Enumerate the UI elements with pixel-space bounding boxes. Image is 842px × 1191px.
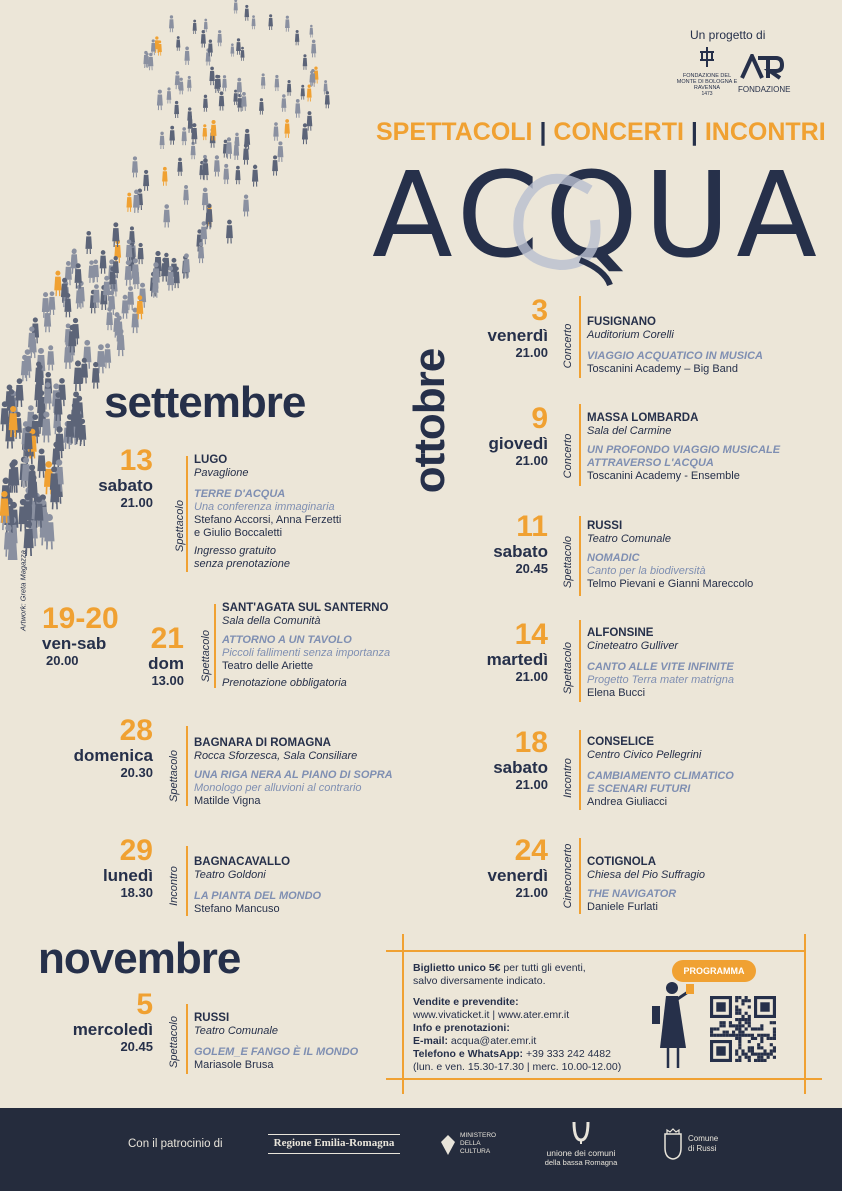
crowd-figure — [217, 30, 222, 46]
crowd-figure — [209, 67, 214, 86]
event-day: 24 — [514, 834, 548, 867]
crowd-figure — [295, 99, 300, 118]
event-subtitle: Una conferenza immaginaria — [194, 501, 335, 513]
event-show: TERRE D'ACQUA — [194, 488, 286, 500]
event-venue: Auditorium Corelli — [587, 329, 674, 341]
event-city: BAGNACAVALLO — [194, 856, 291, 868]
event-type: Cineconcerto — [562, 843, 574, 909]
crowd-figure — [202, 124, 207, 140]
unione-emblem-icon — [570, 1120, 592, 1144]
event-details — [587, 736, 817, 809]
crowd-figure — [85, 231, 92, 254]
event-show: GOLEM_E FANGO È IL MONDO — [194, 1046, 359, 1058]
ministero-emblem-icon — [440, 1134, 456, 1156]
event-people: Elena Bucci — [587, 687, 646, 699]
ater-label: FONDAZIONE — [738, 85, 791, 94]
crowd-figure — [285, 16, 290, 32]
crowd-figure — [237, 78, 242, 97]
crowd-figure — [157, 90, 163, 110]
event-time: 20.30 — [120, 765, 153, 780]
event-divider — [579, 296, 581, 378]
event-note: Ingresso gratuito — [194, 545, 276, 557]
crowd-figure — [309, 25, 313, 38]
project-label: Un progetto di — [690, 28, 766, 42]
event-type: Incontro — [168, 866, 180, 906]
crowd-figure — [106, 307, 113, 330]
crowd-figure — [132, 156, 138, 177]
crowd-figure — [226, 220, 233, 244]
event-show: CAMBIAMENTO CLIMATICO — [587, 770, 734, 782]
crowd-figure — [287, 80, 292, 96]
event-date-block — [80, 446, 153, 511]
event-venue: Teatro Goldoni — [194, 869, 266, 881]
comune-russi-logo — [662, 1128, 742, 1168]
main-title: ACQUA — [372, 146, 824, 284]
event-show: UNA RIGA NERA AL PIANO DI SOPRA — [194, 769, 393, 781]
crowd-figure — [138, 243, 144, 264]
qr-code[interactable] — [710, 996, 776, 1062]
ticket-price: Biglietto unico 5€ — [413, 962, 501, 974]
crowd-figure — [272, 155, 278, 175]
crowd-figure — [303, 54, 307, 70]
crowd-figure — [201, 30, 206, 48]
crowd-figure — [160, 132, 165, 149]
event-people: Matilde Vigna — [194, 795, 261, 807]
footer — [0, 1108, 842, 1191]
event-show: VIAGGIO ACQUATICO IN MUSICA — [587, 350, 763, 362]
event-type: Incontro — [562, 758, 574, 798]
ticket-line-1: per tutti gli eventi, — [500, 962, 586, 974]
event-weekday: giovedì — [488, 434, 548, 453]
event-people: Stefano Mancuso — [194, 903, 280, 915]
crowd-figure — [177, 158, 182, 176]
event-details — [194, 737, 424, 808]
event-city: FUSIGNANO — [587, 316, 656, 328]
event-show: LA PIANTA DEL MONDO — [194, 890, 322, 902]
event-details — [194, 454, 374, 571]
event-weekday: lunedì — [102, 866, 153, 885]
crowd-figure — [275, 75, 280, 91]
info-frame-top — [386, 950, 806, 952]
crowd-figure — [169, 15, 174, 32]
event-weekday: venerdì — [487, 866, 548, 885]
person-reading-icon — [648, 978, 698, 1070]
event-show: ATTORNO A UN TAVOLO — [222, 634, 352, 646]
event-type: Concerto — [562, 323, 574, 369]
event-details — [587, 520, 817, 591]
crowd-figure — [268, 14, 273, 30]
event-date-block — [126, 624, 184, 689]
event-weekday: mercoledì — [72, 1020, 153, 1039]
fondazione-monte-logo — [676, 46, 738, 97]
event-type: Spettacolo — [168, 1016, 180, 1068]
ministero-line-2: DELLA — [460, 1140, 481, 1147]
crowd-figure — [219, 91, 225, 110]
event-date-block — [466, 512, 548, 577]
month-novembre: novembre — [38, 934, 241, 983]
crowd-figure — [273, 122, 278, 141]
crowd-figure — [223, 164, 229, 184]
event-show: UN PROFONDO VIAGGIO MUSICALE — [587, 444, 781, 456]
crowd-figure — [295, 30, 299, 45]
crowd-figure — [259, 98, 264, 114]
event-day: 18 — [514, 726, 548, 759]
event-people: Mariasole Brusa — [194, 1059, 274, 1071]
email-address[interactable]: acqua@ater.emr.it — [448, 1035, 537, 1047]
event-day: 13 — [119, 444, 153, 477]
event-type: Spettacolo — [562, 536, 574, 588]
event-time: 18.30 — [120, 885, 153, 900]
crowd-figure — [187, 76, 191, 92]
event-details — [587, 627, 817, 700]
event-divider — [579, 620, 581, 702]
event-day: 9 — [531, 402, 548, 435]
event-weekday: sabato — [493, 758, 548, 777]
event-divider — [186, 456, 188, 572]
month-ottobre: ottobre — [405, 348, 454, 494]
event-people: Teatro delle Ariette — [222, 660, 314, 672]
event-type: Concerto — [562, 433, 574, 479]
event-divider — [186, 846, 188, 916]
crowd-figure — [122, 295, 129, 319]
crowd-figure — [151, 39, 156, 55]
event-weekday: sabato — [98, 476, 153, 495]
event-day-a: 19-20 — [42, 602, 119, 635]
event-city: BAGNARA DI ROMAGNA — [194, 737, 331, 749]
subtitle-concerti: CONCERTI — [553, 118, 684, 146]
crowd-figure — [281, 94, 286, 112]
fondazione-monte-text: FONDAZIONE DEL MONTE DI BOLOGNA E RAVENNA — [676, 73, 738, 91]
crowd-figure — [230, 43, 234, 56]
crowd-figure — [127, 286, 134, 310]
crowd-figure — [203, 95, 208, 112]
title-swirl-decoration — [480, 160, 620, 290]
crowd-figure — [277, 141, 283, 162]
event-city: ALFONSINE — [587, 627, 654, 639]
event-people: Toscanini Academy – Big Band — [587, 363, 739, 375]
regione-logo — [268, 1134, 400, 1154]
month-settembre: settembre — [104, 378, 306, 427]
event-time: 21.00 — [515, 777, 548, 792]
event-day: 28 — [119, 714, 153, 747]
event-day: 14 — [514, 618, 548, 651]
event-date-block — [50, 716, 153, 781]
event-divider — [579, 404, 581, 486]
event-divider — [579, 838, 581, 914]
subtitle-incontri: INCONTRI — [704, 118, 826, 146]
monte-emblem-icon — [697, 46, 717, 68]
event-date-block — [80, 836, 153, 901]
crowd-figure — [183, 185, 189, 205]
crowd-figure — [143, 170, 149, 191]
subtitle: SPETTACOLI | CONCERTI | INCONTRI — [376, 118, 826, 146]
crowd-figure — [284, 119, 289, 138]
ticket-line-2: salvo diversamente indicato. — [413, 975, 546, 987]
event-subtitle: Piccoli fallimenti senza importanza — [222, 647, 391, 659]
event-venue: Teatro Comunale — [194, 1025, 278, 1037]
ater-logo — [738, 54, 791, 94]
event-venue: Teatro Comunale — [587, 533, 671, 545]
event-time-a: 20.00 — [46, 653, 79, 668]
event-date-block — [466, 404, 548, 469]
event-time: 21.00 — [515, 453, 548, 468]
event-city: RUSSI — [587, 520, 623, 532]
regione-label: Regione Emilia-Romagna — [273, 1137, 395, 1149]
event-date-block — [466, 296, 548, 361]
crowd-figure — [184, 47, 189, 65]
event-weekday: venerdì — [487, 326, 548, 345]
email-label: E-mail: — [413, 1035, 449, 1047]
event-city: CONSELICE — [587, 736, 655, 748]
event-people: Stefano Accorsi, Anna Ferzetti — [194, 514, 342, 526]
event-note: Prenotazione obbligatoria — [222, 677, 347, 689]
crowd-figure — [47, 345, 54, 370]
event-show: THE NAVIGATOR — [587, 888, 677, 900]
event-day: 5 — [136, 988, 153, 1021]
event-show: NOMADIC — [587, 552, 640, 564]
event-show-line-2: E SCENARI FUTURI — [587, 783, 691, 795]
crowd-figure — [176, 36, 180, 51]
info-frame-left — [402, 934, 404, 1094]
crowd-figure — [325, 91, 330, 108]
qr-code-icon — [710, 996, 776, 1062]
crowd-figure — [311, 40, 316, 58]
event-people-2: e Giulio Boccaletti — [194, 527, 283, 539]
event-city: COTIGNOLA — [587, 856, 656, 868]
event-date-block — [466, 836, 548, 901]
event-weekday: sabato — [493, 542, 548, 561]
event-subtitle: Canto per la biodiversità — [587, 565, 706, 577]
event-divider — [214, 604, 216, 688]
crowd-figure — [302, 123, 308, 144]
event-venue: Sala della Comunità — [222, 615, 321, 627]
event-show-line-2: ATTRAVERSO L'ACQUA — [587, 457, 714, 469]
event-people: Toscanini Academy - Ensemble — [587, 470, 740, 482]
patrocinio-label: Con il patrocinio di — [128, 1138, 223, 1150]
event-time: 21.00 — [120, 495, 153, 510]
crowd-figure — [174, 101, 179, 118]
crowd-figure — [191, 142, 196, 159]
event-day: 11 — [516, 510, 548, 543]
crowd-figure — [252, 165, 258, 187]
event-time: 21.00 — [515, 885, 548, 900]
crowd-figure — [240, 47, 244, 61]
event-day: 29 — [119, 834, 153, 867]
crowd-figure — [234, 0, 238, 14]
crowd-figure — [54, 271, 61, 296]
event-weekday: domenica — [73, 746, 153, 765]
event-city: MASSA LOMBARDA — [587, 412, 699, 424]
ministero-logo — [440, 1132, 510, 1162]
event-divider — [186, 1004, 188, 1074]
info-frame-right — [804, 934, 806, 1094]
event-subtitle: Progetto Terra mater matrigna — [587, 674, 734, 686]
event-type: Spettacolo — [168, 750, 180, 802]
event-details — [587, 316, 817, 376]
crowd-figure — [148, 53, 153, 71]
event-day: 3 — [531, 294, 548, 327]
comune-line-1: Comune — [688, 1134, 719, 1143]
event-details — [222, 602, 422, 690]
crowd-figure — [163, 204, 170, 227]
crowd-figure — [167, 87, 172, 103]
sales-websites[interactable]: www.vivaticket.it | www.ater.emr.it — [413, 1009, 570, 1021]
event-venue: Centro Civico Pellegrini — [587, 749, 702, 761]
crowd-figure — [243, 195, 249, 217]
artwork-credit: Artwork: Greta Magazza — [18, 550, 28, 631]
crowd-figure — [235, 166, 240, 184]
event-divider — [186, 726, 188, 806]
crowd-figure — [49, 291, 56, 315]
unione-line-1: unione dei comuni — [546, 1148, 616, 1158]
crowd-figure — [104, 343, 111, 368]
event-type: Spettacolo — [562, 642, 574, 694]
phone-number[interactable]: +39 333 242 4482 — [523, 1048, 611, 1060]
crowd-figure — [162, 167, 167, 186]
event-date-block — [50, 990, 153, 1055]
comune-line-2: di Russi — [688, 1144, 717, 1153]
crowd-figure — [193, 20, 197, 34]
event-day: 21 — [150, 622, 184, 655]
event-venue: Sala del Carmine — [587, 425, 672, 437]
crowd-figure — [241, 92, 246, 111]
event-date-block — [466, 728, 548, 793]
crowd-figure — [307, 85, 312, 102]
event-venue: Chiesa del Pio Suffragio — [587, 869, 706, 881]
event-venue: Pavaglione — [194, 467, 249, 479]
sales-label: Vendite e prevendite: — [413, 996, 519, 1008]
event-people: Andrea Giuliacci — [587, 796, 668, 808]
crowd-figure — [307, 111, 313, 131]
ministero-line-1: MINISTERO — [460, 1132, 497, 1139]
subtitle-spettacoli: SPETTACOLI — [376, 118, 533, 146]
crowd-figure — [126, 193, 132, 212]
event-details — [587, 856, 817, 914]
info-label: Info e prenotazioni: — [413, 1022, 510, 1034]
event-divider — [579, 516, 581, 596]
event-divider — [579, 730, 581, 810]
crowd-figure — [236, 38, 241, 55]
event-weekday: dom — [148, 654, 184, 673]
crowd-figure — [301, 85, 305, 100]
unione-line-2: della bassa Romagna — [544, 1158, 618, 1167]
event-time: 20.45 — [515, 561, 548, 576]
crowd-figure — [169, 126, 174, 145]
event-city: LUGO — [194, 454, 228, 466]
event-date-block — [466, 620, 548, 685]
crowd-figure — [261, 73, 265, 89]
crowd-figure — [214, 155, 220, 176]
crowd-figure — [204, 19, 208, 32]
crowd-figure — [222, 75, 227, 91]
comune-crest-icon — [662, 1128, 684, 1160]
crowd-figure — [100, 250, 107, 274]
event-time: 21.00 — [515, 345, 548, 360]
ater-icon — [740, 54, 784, 80]
event-city: SANT'AGATA SUL SANTERNO — [222, 602, 389, 614]
event-details — [587, 412, 817, 483]
event-note-2: senza prenotazione — [194, 558, 291, 570]
event-venue: Rocca Sforzesca, Sala Consiliare — [194, 750, 358, 762]
crowd-figure — [182, 127, 187, 145]
fondazione-monte-year: 1473 — [701, 91, 713, 97]
crowd-figure — [252, 15, 256, 29]
event-time: 13.00 — [151, 673, 184, 688]
event-weekday-a: ven-sab — [42, 634, 107, 653]
event-type: Spettacolo — [174, 500, 186, 552]
programma-bubble[interactable]: PROGRAMMA — [672, 960, 756, 982]
event-people: Telmo Pievani e Gianni Mareccolo — [587, 578, 754, 590]
event-people: Daniele Furlati — [587, 901, 658, 913]
event-venue: Cineteatro Gulliver — [587, 640, 679, 652]
info-text — [413, 962, 673, 1074]
event-type: Spettacolo — [200, 630, 212, 682]
event-details — [194, 856, 394, 916]
ministero-line-3: CULTURA — [460, 1148, 491, 1155]
event-weekday: martedì — [486, 650, 548, 669]
event-time: 20.45 — [120, 1039, 153, 1054]
event-city: RUSSI — [194, 1012, 230, 1024]
phone-label: Telefono e WhatsApp: — [413, 1048, 524, 1060]
event-details — [194, 1012, 394, 1072]
event-subtitle: Monologo per alluvioni al contrario — [194, 782, 362, 794]
event-show: CANTO ALLE VITE INFINITE — [587, 661, 734, 673]
office-hours: (lun. e ven. 15.30-17.30 | merc. 10.00-12.00) — [413, 1061, 622, 1073]
unione-logo — [536, 1120, 626, 1176]
crowd-figure — [37, 448, 45, 477]
info-frame-bottom — [386, 1078, 822, 1080]
event-time: 21.00 — [515, 669, 548, 684]
crowd-figure — [245, 5, 250, 21]
